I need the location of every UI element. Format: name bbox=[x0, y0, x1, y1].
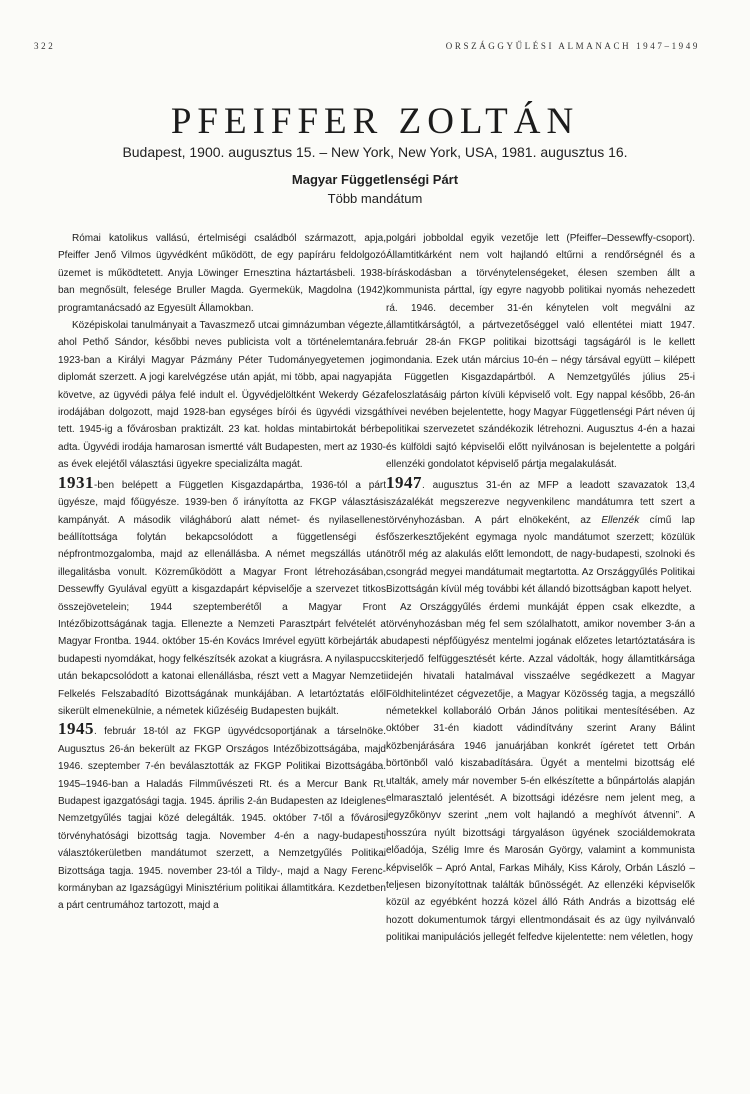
paragraph-text: -ben belépett a Független Kisgazdapártba, 1936-tól a párt ügyésze, majd főügyésze. 1939-ben ő irányította az FKGP választási kampányát. A második világháború alatt német- és nyilasellenes beállítottsága folytán bekapcsolódott a függetlenségi és népfrontmozgalomba, majd az ellenállásba. A német megszállás után illegalitásba vonult. Közreműködött a Magyar Front létrehozásában, Dessewffy Gyulával együtt a kisgazdapárt képviselője a szervezet titkos összejövetelein; 1944 szeptemberétől a Magyar Front Intézőbizottságának tagja. Ellenezte a Nemzeti Parasztpárt felvételét a Magyar Frontba. 1944. október 15-én Kovács Imrével együtt körbejárták a budapesti nyomdákat, hogy felkészítsék azokat a kiugrásra. A nyilaspuccs után bekapcsolódott a katonai ellenállásba, részt vett a Magyar Nemzeti Felkelés Felszabadító Bizottságának munkájában. A letartóztatás elől sikerült elmenekülnie, a németek kiűzéséig Budapesten bujkált. bbox=[58, 479, 386, 717]
paragraph-1947 bbox=[386, 474, 695, 599]
paragraph-text: . augusztus 31-én az MFP a leadott szavazatok 13,4 százalékát megszerezve negyvenkilenc mandátumra tett szert a törvényhozásban. A párt elnökeként, az bbox=[386, 479, 695, 526]
paragraph-immunity: Az Országgyűlés érdemi munkáját éppen csak elkezdte, a törvényhozásban még fel sem szólalhatott, amikor november 3-án a budapesti népfőügyész mentelmi jogának előzetes letartóztatására is kiterjedő felfüggesztését kérte. Azzal vádolták, hogy államtitkársága idején hivatali hatalmával visszaélve segédkezett a Magyar Földhitelintézet cégvezetője, a Magyar Közösség tagja, a megszálló németekkel kollaboráló Orbán János politikai mentesítésében. Az október 31-én kiadott vádindítvány szerint Arany Bálint közbenjárására 1946 januárjában konkrét ígéretet tett Orbán börtönből való kiszabadítására. Ügyét a mentelmi bizottság elé utalták, amely már november 5-én elkészítette a bűnpártolás alapján elmarasztaló jelentését. A bizottsági idézésre nem jelent meg, a jegyzőkönyv szerint „nem volt hajlandó a meghívót átvenni”. A hosszúra nyúlt bizottsági tárgyaláson ügyének szociáldemokrata előadója, Szélig Imre és Marosán György, valamint a kommunista képviselők – Apró Antal, Farkas Mihály, Kiss Károly, Orbán László – teljesen bizonyítottnak találták bűnösségét. Az ellenzéki képviselők közül az egyébként hozzá közel álló Ráth András a bizottság elé hozott dokumentumok tárgyi ellentmondásait és az ügy nyilvánvaló politikai manipulációs jellegét felfedve kijelentette: nem véletlen, hogy bbox=[386, 601, 695, 944]
mandate-type: Több mandátum bbox=[327, 191, 423, 206]
book-title: ORSZÁGGYŰLÉSI ALMANACH 1947–1949 bbox=[445, 41, 700, 51]
page-number: 322 bbox=[34, 41, 56, 51]
paragraph-1931 bbox=[58, 474, 386, 721]
paragraph-text: . február 18-tól az FKGP ügyvédcsoportjának a társelnöke. Augusztus 26-án bekerült az FKGP Országos Intézőbizottságába, majd 1946. szeptember 7-én beválasztották az FKGP Politikai Bizottságába. 1945–1946-ban a Haladás Filmművészeti Rt. és a Mercur Bank Rt. Budapest igazgatósági tagja. 1945. április 2-án Budapesten az Ideiglenes Nemzetgyűlés tagjai közé delegálták. 1945. október 7-től a fővárosi törvényhatósági bizottság tagja. November 4-én a nagy-budapesti választókerületben mandátumot szerzett, a Nemzetgyűlés Politikai Bizottsága tagja. 1945. november 23-tól a Tildy-, majd a Nagy Ferenc-kormányban az Igazságügyi Minisztérium politikai államtitkára. Kezdetben a párt centrumához tartozott, majd a bbox=[58, 726, 386, 912]
paragraph-1945 bbox=[58, 720, 386, 914]
left-column bbox=[58, 230, 386, 915]
newspaper-title: Ellenzék bbox=[601, 514, 640, 526]
paragraph-family: Római katolikus vallású, értelmiségi családból származott, apja, Pfeiffer Jenő Vilmos ügyvédként működött, de egy papíráru feldolgozó üzemet is működtetett. Anyja Löwinger Ernesztina háztartásbeli. 1938-ban megnősült, felesége Bruller Magda. Gyermekük, Magdolna (1942) programtanácsadó az Egyesült Államokban. bbox=[58, 233, 386, 314]
paragraph-text: című lap főszerkesztőjeként egymaga nyolc mandátumot szerzett; közülük ötről még az alakulás előtt lemondott, de nagy-budapesti, szolnoki és csongrád megyei mandátumait megtartotta. Az Országgyűlés Politikai Bizottságán kívül még további két állandó bizottságban kapott helyet. bbox=[386, 514, 695, 596]
party-name: Magyar Függetlenségi Párt bbox=[291, 172, 459, 187]
paragraph-education: Középiskolai tanulmányait a Tavaszmező utcai gimnázumban végezte, ahol Pethő Sándor, későbbi neves publicista volt a történelemtanára. 1923-ban a Királyi Magyar Pázmány Péter Tudományegyetemen jogi diplomát szerzett. A jogi karelvégzése után apját, mi több, apai nagyapját követve, az ügyvédi pálya felé indult el. Ügyvédjelöltként Wekerdy Géza irodájában dolgozott, majd 1928-ban egységes bírói és ügyvédi vizsgát tett. 1945-ig a fővárosban praktizált. 23 kat. holdas mintabirtokát bérbe adta. Ügyvédi irodája hamarosan ismertté vált Budapesten, mert az 1930-as évek elejétől választási ügyekre specializálta magát. bbox=[58, 320, 386, 471]
year-marker: 1947 bbox=[386, 472, 422, 492]
right-column bbox=[386, 230, 695, 947]
year-marker: 1931 bbox=[58, 472, 94, 492]
birth-death-line: Budapest, 1900. augusztus 15. – New York, New York, USA, 1981. augusztus 16. bbox=[122, 144, 628, 160]
year-marker: 1945 bbox=[58, 719, 94, 739]
paragraph-continuation: polgári jobboldal egyik vezetője lett (Pfeiffer–Dessewffy-csoport). Államtitkárként nem volt hajlandó eltűrni a rendőrségnél és a bíráskodásban a törvénytelenségeket, élesen szemben állt a kommunista párttal, így egyre nagyobb politikai nyomás nehezedett rá. 1946. december 31-én kénytelen volt megválni az államtitkárságtól, a pártvezetőséggel való ellentétei miatt 1947. február 28-án FKGP politikai bizottsági tagságáról is le kellett mondania. Ezek után március 10-én – négy társával együtt – kilépett a Független Kisgazdapártból. A Nemzetgyűlés július 25-i feloszlatásáig párton kívüli képviselő volt. Egy nappal később, 26-án hívei nevében bejelentette, hogy Magyar Függetlenségi Párt néven új politikai szervezetet szándékozik létrehozni. Augusztus 4-én a hazai és külföldi sajtó képviselői előtt nyilvánosan is bejelentette a polgári ellenzéki gondolatot képviselő pártja megalakulását. bbox=[386, 233, 695, 471]
entry-name: PFEIFFER ZOLTÁN bbox=[170, 101, 580, 142]
